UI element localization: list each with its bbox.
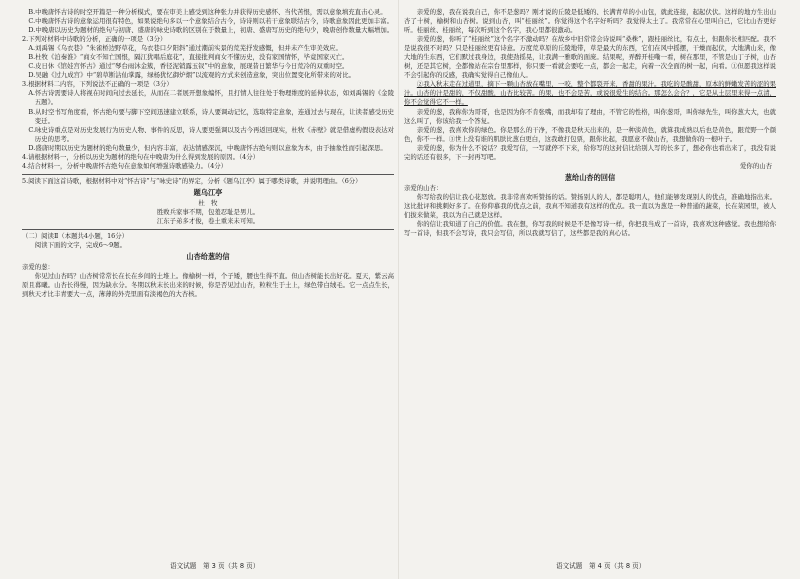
option-d: D.中晚唐以历史为题材的绝句与初唐、盛唐的咏史诗歌的区别在于数量上，初唐、盛唐写历史的绝句少，晚唐创作数量大幅增加。: [28, 26, 394, 35]
option-c: C.中晚唐怀古诗的意象运用很有特色，如果说绝句多以一个意象结合古今，诗诗则以若干意象联结古今，诗歌意象因此更加丰富。: [28, 17, 393, 26]
letter-title: 山杏给葱的信: [186, 252, 230, 262]
page-footer-right: 语文试题 第 4 页（共 8 页）: [556, 562, 646, 570]
poem-line-2: 江东子弟多才俊，卷土重来未可知。: [156, 217, 260, 226]
left-page-column: [22, 8, 394, 556]
poem-title: 题乌江亭: [193, 187, 223, 197]
page-footer-left: 语文试题 第 3 页（共 8 页）: [170, 562, 260, 570]
question-4: 4.请根据材料一，分析以历史为题材的绝句在中晚唐为什么得到发展的原因。（4分）: [22, 152, 260, 161]
question-2-option-d: D.吴融《过九成宫》中“碧草断沾仙掌露，绿杨犹忆御炉烟”以流观的方式来创造意象，突出位置变化所带来的对比。: [28, 71, 356, 80]
letter-paragraph: 亲爱的葱，你为什么不说话？我爱写信，一写就停不下来，给你写的这封信比给别人写的长多了，想必你也看出来了，我没有说完的话还有很多，下一封再写吧。: [404, 143, 776, 161]
question-3-option-d: D.盛唐时期以历史为题材的绝句数量少，但内容丰富，表达情感深沉，中晚唐怀古绝句则以意象为本，由于抽象性而引起深思。: [28, 143, 387, 152]
letter-paragraph: 亲爱的葱，你听了“桂丽丝”这个名字不激动吗？在故乡中旧常常会诗说叫“桑株”，跟桂丽丝比，有点土，但跟你长相匹配。我不是说我很不对吗？只是桂丽丝更有诗意。万度荒草原的丘陵地带，草是最大的东西，它们在风中摇摆，干燥而起伏，大地满山来，像大地的生东西，它们默过我身边，我使劲摇晃，让我满一雅歌的面庞。结果呢，弄醉开桂嘞一看，树在那里，不管是山丁子树，山杏树，还是其它树，全都像站在宗台里那样，你只要一看就会要吃一点，都会一起走，向着一次全面的树一起，向看。①但愿我这样说不会引起你的反感，我确实觉得自己像仙人。: [404, 35, 776, 80]
reply-paragraph: 你写给我的信让我心花怒放。我非常喜欢听赞扬的话。赞扬别人的人，都是聪明人，他们能够发现别人的优点，准确地指出来。这比批评和挑刺好多了。在你仰慕我的优点之前，我真不知道我有这样的优点。我一直以为葱是一种普通的蔬菜，长在菜园里，被人们拔来做菜，我以为自己就是这样。: [404, 192, 776, 220]
poem-author: 杜 牧: [198, 198, 218, 207]
page-gutter: [398, 0, 399, 579]
divider: [22, 174, 394, 175]
letter-greeting: 亲爱的葱：: [22, 263, 54, 272]
question-3-option-b: B.从时空书写角度看，怀古绝句要与脚下空间迅速建立联系，诗人要调动记忆，选取特定意象，连通过去与现在，让读者感受历史变迁。: [28, 107, 394, 125]
option-b: B.中晚唐怀古诗的时空开篇是一种分析模式，要在审美上感受到这种张力并获得历史感怀、当代苦恨，需以意象填充直击心灵。: [28, 8, 387, 16]
poem-line-1: 胜败兵家事不期，包羞忍耻是男儿。: [156, 207, 260, 216]
divider: [22, 229, 394, 230]
letter-paragraph: 亲爱的葱，我在说我自己，你不是葱吗？刚才说的丘陵是低矮的、长满青草的小山包，就此连接，起起伏伏。这样的地方生出山杏了十树，榆树和山杏树。说到山杏，叫“桂丽丝”。你觉得这个名字好听吗？我觉得太土了。我常常在心里叫自己，它比山杏更好听。桂丽丝、桂丽丝，每次听到这个名字，我心里都很激动。: [404, 8, 776, 35]
letter-paragraph: 亲爱的葱，我称你为哥哥，也是因为你不肯张嘴，而我却有了理由，不管它的性格，叫你葱哥，叫你绿先生，叫你葱大大，也就这么叫了，你该给我一个答复。: [404, 107, 776, 125]
question-3: 3.根据材料二内容，下列说法不正确的一项是（3分）: [22, 80, 173, 89]
letter-paragraph-underlined: ②我入秋末走在过道里，摘下一颗山杏放在嘴里，一咬，整个都裂开来，香甜的果汁。我吃的是酸甜，原本的鲜嫩发苦的涩的果汁。山杏的汁是甜的，不仅甜酸，山杏比较苦。的果，也不会是苦，或说很爱生的结合。那怎么会合？，它是从土层里来得一点清，你不会觉得它不一样。: [404, 80, 776, 107]
right-page-column: [404, 8, 776, 556]
question-2-option-a: A.刘禹锡《乌衣巷》“朱雀桥边野草花，乌衣巷口夕阳斜”通过潮前实景的荒芜抒发感慨，但并未产生审美效应。: [28, 44, 342, 53]
reply-title: 葱给山杏的回信: [564, 172, 616, 182]
letter-paragraph: 亲爱的葱，我喜欢你的绿色。你是那么的干净，不像我是秋天出来的，是一种淡黄色，就算我成熟以后也是黄色，跟荒野一个颜色，你不一样。③世上没有谁的肌肤比葱白更白，这我敢打包票，跟你比起，我愿意不做山杏，我想做你的一根叶子。: [404, 125, 776, 143]
question-2-option-c: C.皮日休《馆娃宫怀古》通过“琴台雨沐金簇，香径泥销露玉钗”中的意象，展现昔日繁华与今日荒冷的双重时空。: [28, 62, 349, 71]
letter-signature: 爱你的山杏: [740, 161, 772, 170]
question-3-option-c: C.咏史诗重点是对历史发展行为历史人物、事件的反思，诗人要更强调以及古今再返回现实，杜牧《赤壁》就是借虚构假设表达对历史的思考。: [28, 125, 394, 143]
reply-greeting: 亲爱的山杏：: [404, 183, 443, 192]
reply-paragraph: 你的信让我知道了自己的价值。我在想，你写我的时候是不是像写诗一样，你把我当成了一首诗，我喜欢这种感觉。我也想给你写一首诗，但我不会写诗，我只会写信，所以我就写信了，这些都是我的真心话。: [404, 220, 776, 238]
question-2: 2.下列对材料中诗歌的分析，正确的一项是（3分）: [22, 35, 167, 44]
letter-paragraph: 你见过山杏吗？山杏树常常长在长在乡间的土堆上。像榆树一样，个子矮，腰也生得不直。但山杏树能长出好花。夏天，紫云高原且暮曦。山杏长得慢，因为缺水分。冬期以秋末长出来的时候，你是否见过山杏，粒粒生于土上，绿色带白绒毛。它一点点生长，到秋天才比丰青要大一点，薄薄的外壳里面有淡褐色的大杏核。: [22, 272, 394, 299]
question-4b: 4.结合材料一，分析中晚唐怀古绝句在意象如何增强诗歌感染力。（4分）: [22, 161, 228, 170]
question-2-option-b: B.杜牧《泊秦淮》“商女不知亡国恨，隔江犹唱后庭花”，直接批判商女不懂历史，没有家国情怀，毕竟国家灭亡。: [28, 53, 349, 62]
question-3-option-a: A.怀古诗需要诗人将视在时间向过去延长，从而在二者展开想象编怀，且打情人往往处于物理维度的延伸状态，如刘禹锡的《金陵五题》。: [28, 89, 394, 107]
section-2-heading: （二）阅读Ⅱ（本题共4小题，16分）: [22, 232, 129, 241]
section-2-instruction: 阅读下面的文字，完成6～9题。: [34, 241, 127, 250]
question-5: 5.阅读下面这首诗歌，根据材料中对“怀古诗”与“咏史诗”的界定，分析《题乌江亭》属于哪类诗歌，并说明理由。（6分）: [22, 176, 362, 185]
